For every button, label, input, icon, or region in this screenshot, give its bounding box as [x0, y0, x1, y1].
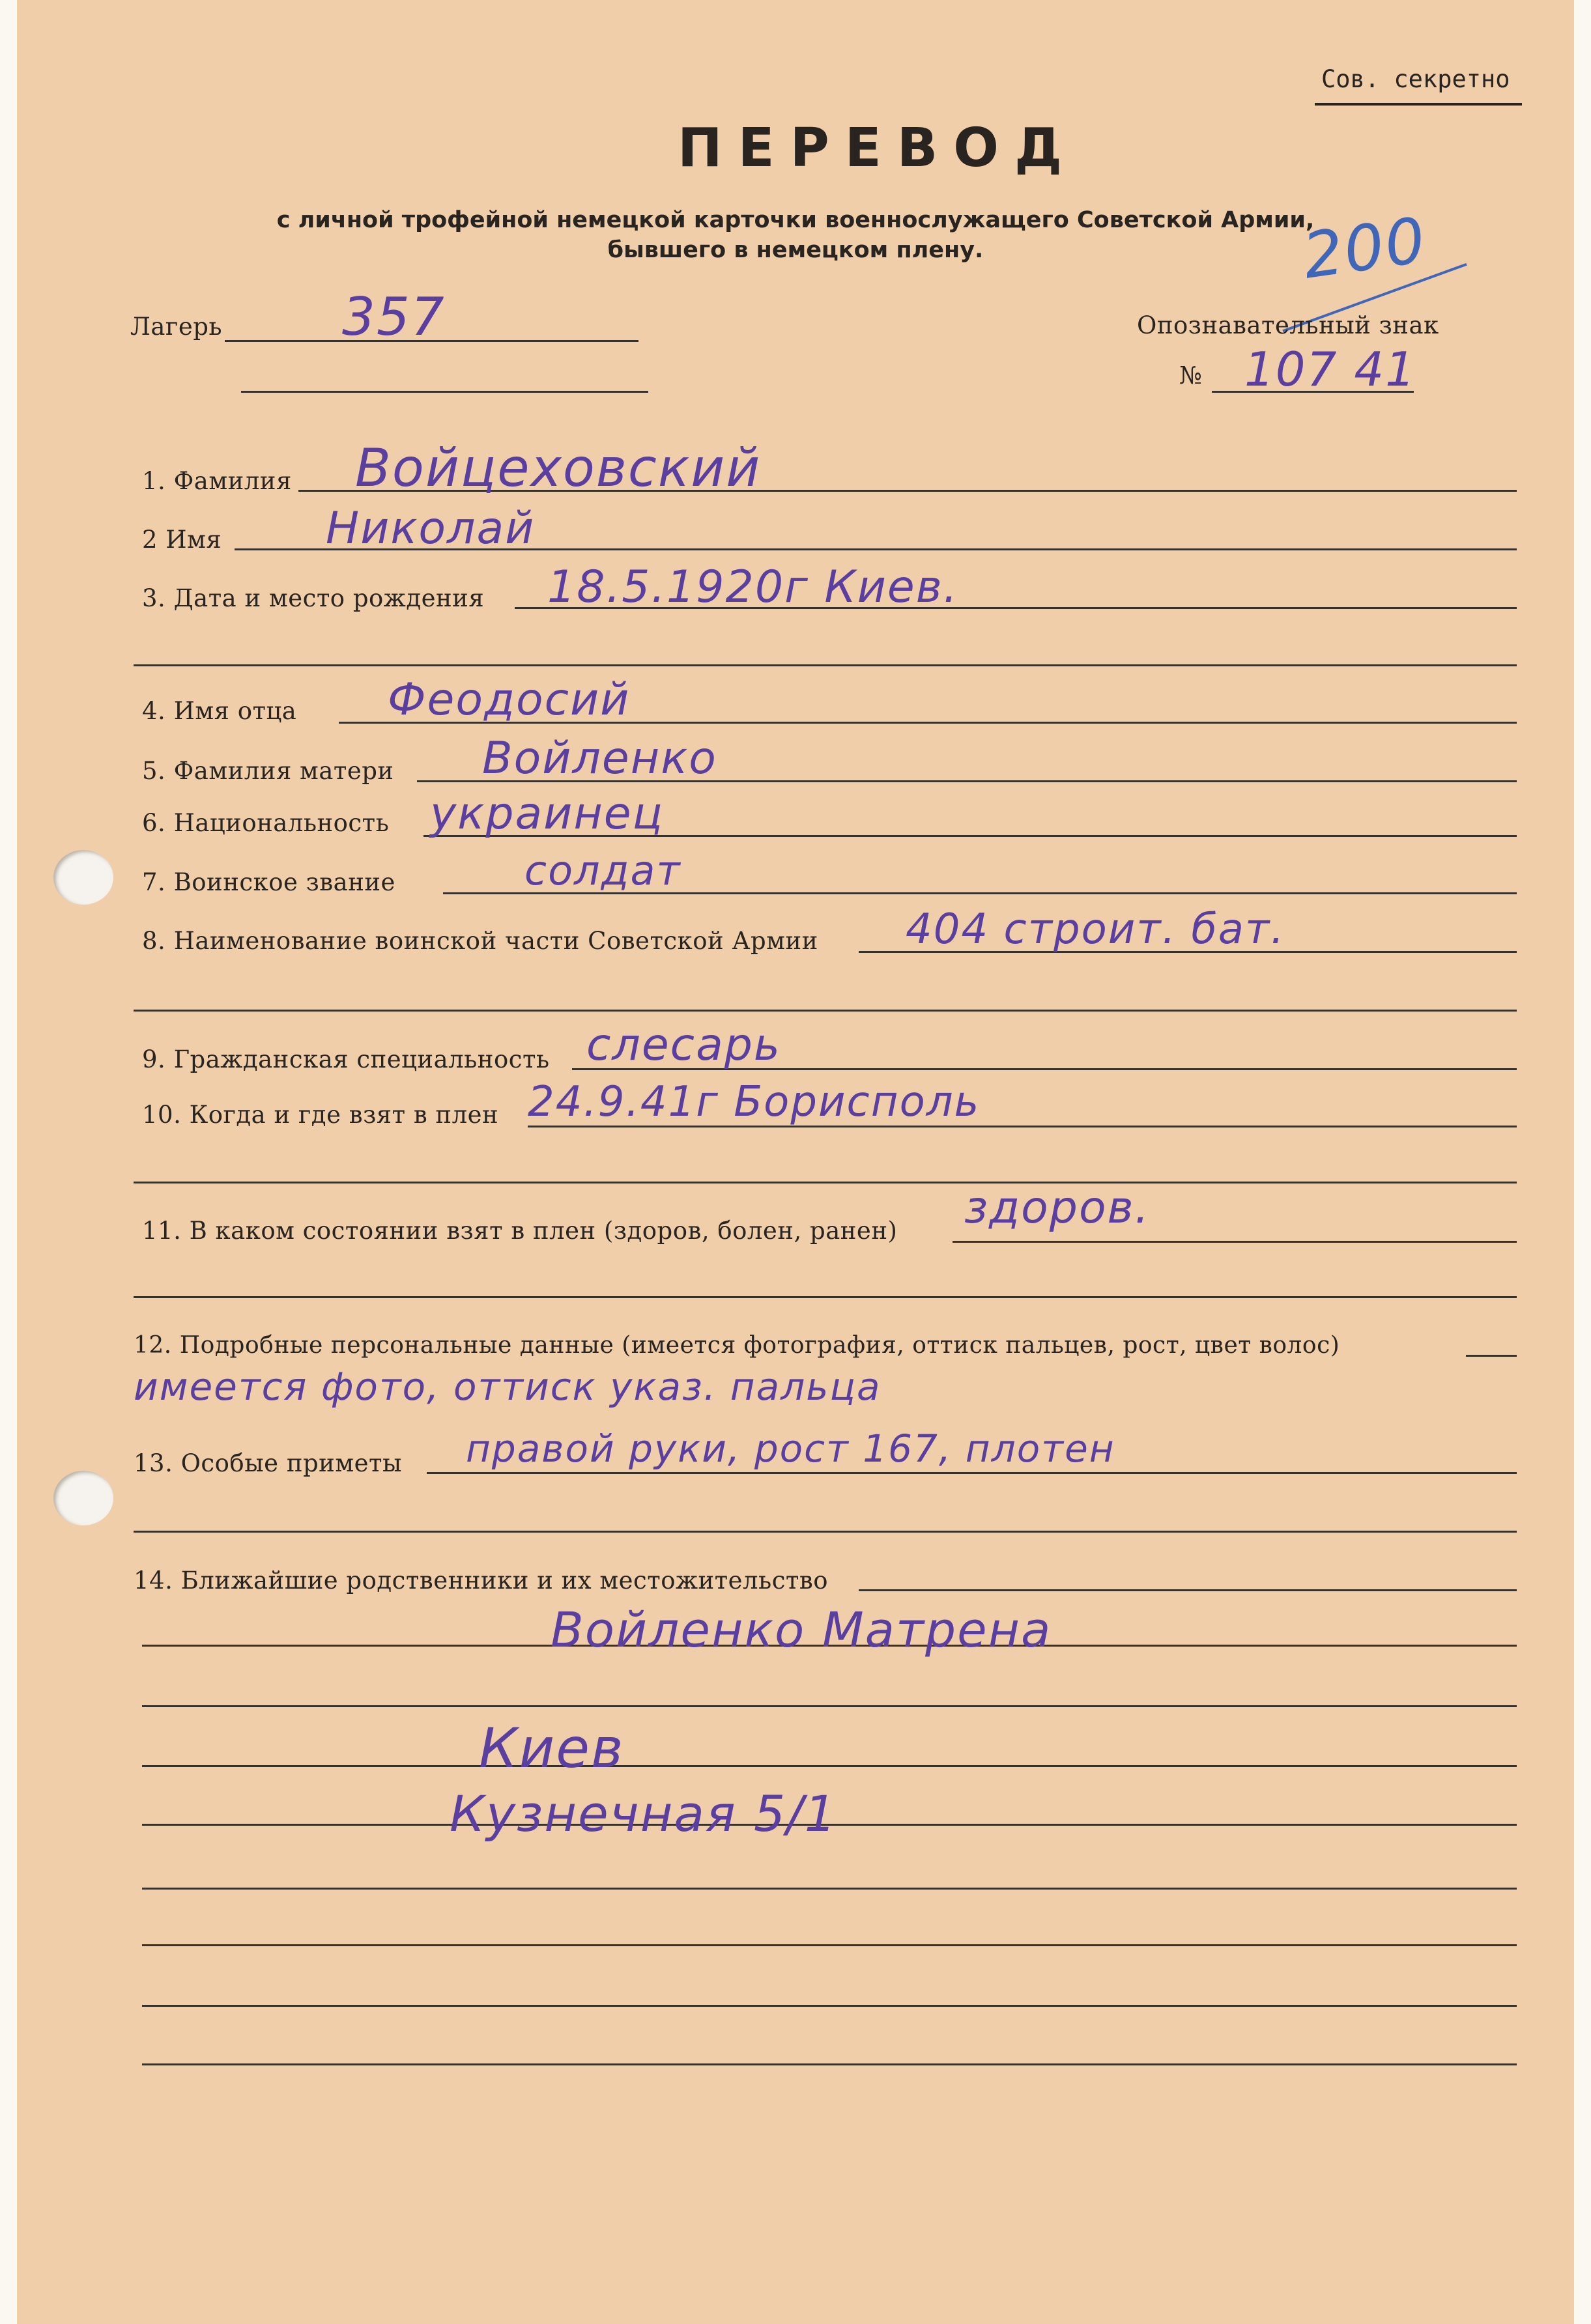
- birth-label: 3. Дата и место рождения: [142, 584, 485, 612]
- relatives-line-9: [142, 2063, 1517, 2065]
- personal-data-line: [1466, 1355, 1517, 1357]
- condition-value: здоров.: [964, 1182, 1151, 1234]
- surname-value: Войцеховский: [355, 438, 762, 498]
- relatives-line-8: [142, 2005, 1517, 2007]
- relatives-value-line1: Войленко Матрена: [551, 1602, 1052, 1658]
- id-tag-value: 107 41: [1244, 342, 1416, 397]
- relatives-line: [859, 1589, 1517, 1591]
- special-marks-value: правой руки, рост 167, плотен: [466, 1426, 1115, 1471]
- captured-value: 24.9.41г Борисполь: [528, 1078, 981, 1126]
- document-subtitle-line1: с личной трофейной немецкой карточки военнослужащего Советской Армии,: [276, 207, 1315, 233]
- nationality-value: украинец: [430, 788, 664, 840]
- document-subtitle-line2: бывшего в немецком плену.: [607, 237, 984, 263]
- scan-margin-right: [1574, 0, 1591, 2324]
- civil-specialty-value: слесарь: [586, 1019, 781, 1071]
- scan-margin-left: [0, 0, 17, 2324]
- personal-data-label: 12. Подробные персональные данные (имеется фотография, оттиск пальцев, рост, цвет волос): [134, 1332, 1340, 1359]
- relatives-line-3: [142, 1705, 1517, 1707]
- special-marks-label: 13. Особые приметы: [134, 1449, 402, 1477]
- mother-surname-value: Войленко: [482, 733, 717, 784]
- id-tag-label: Опознавательный знак: [1137, 311, 1439, 339]
- punch-hole-bottom: [53, 1471, 113, 1525]
- condition-label: 11. В каком состоянии взят в плен (здоров, болен, ранен): [142, 1217, 898, 1245]
- birth-line-2: [134, 664, 1517, 666]
- first-name-value: Николай: [326, 503, 536, 554]
- camp-value: 357: [342, 287, 446, 347]
- relatives-line-7: [142, 1944, 1517, 1946]
- punch-hole-top: [53, 850, 113, 905]
- captured-label: 10. Когда и где взят в плен: [142, 1101, 499, 1129]
- nationality-label: 6. Национальность: [142, 809, 390, 837]
- stamp-number: 200: [1298, 203, 1431, 293]
- classification-underline: [1315, 103, 1522, 106]
- father-name-label: 4. Имя отца: [142, 697, 297, 725]
- relatives-label: 14. Ближайшие родственники и их местожительство: [134, 1566, 828, 1594]
- camp-line-2: [241, 391, 648, 393]
- special-marks-line: [427, 1472, 1517, 1474]
- birth-value: 18.5.1920г Киев.: [547, 561, 959, 613]
- relatives-value-line2: Киев: [479, 1716, 625, 1780]
- relatives-value-line3: Кузнечная 5/1: [450, 1785, 838, 1843]
- unit-value: 404 строит. бат.: [906, 905, 1285, 954]
- unit-line-2: [134, 1010, 1517, 1012]
- id-tag-number-label: №: [1179, 361, 1203, 390]
- condition-line: [953, 1241, 1517, 1243]
- personal-data-value: имеется фото, оттиск указ. пальца: [134, 1365, 882, 1409]
- father-name-value: Феодосий: [388, 674, 631, 726]
- civil-specialty-label: 9. Гражданская специальность: [142, 1045, 550, 1073]
- mother-surname-label: 5. Фамилия матери: [142, 757, 394, 785]
- rank-value: солдат: [524, 847, 681, 894]
- classification-mark: Сов. секретно: [1321, 65, 1510, 93]
- relatives-line-6: [142, 1888, 1517, 1890]
- captured-line-2: [134, 1182, 1517, 1183]
- rank-label: 7. Воинское звание: [142, 868, 395, 896]
- special-marks-line-2: [134, 1531, 1517, 1533]
- camp-label: Лагерь: [130, 313, 223, 341]
- relatives-line-4: [142, 1765, 1517, 1767]
- document-title: ПЕРЕВОД: [678, 117, 1078, 179]
- first-name-label: 2 Имя: [142, 526, 222, 554]
- unit-label: 8. Наименование воинской части Советской Армии: [142, 927, 818, 955]
- surname-label: 1. Фамилия: [142, 467, 292, 495]
- condition-line-2: [134, 1296, 1517, 1298]
